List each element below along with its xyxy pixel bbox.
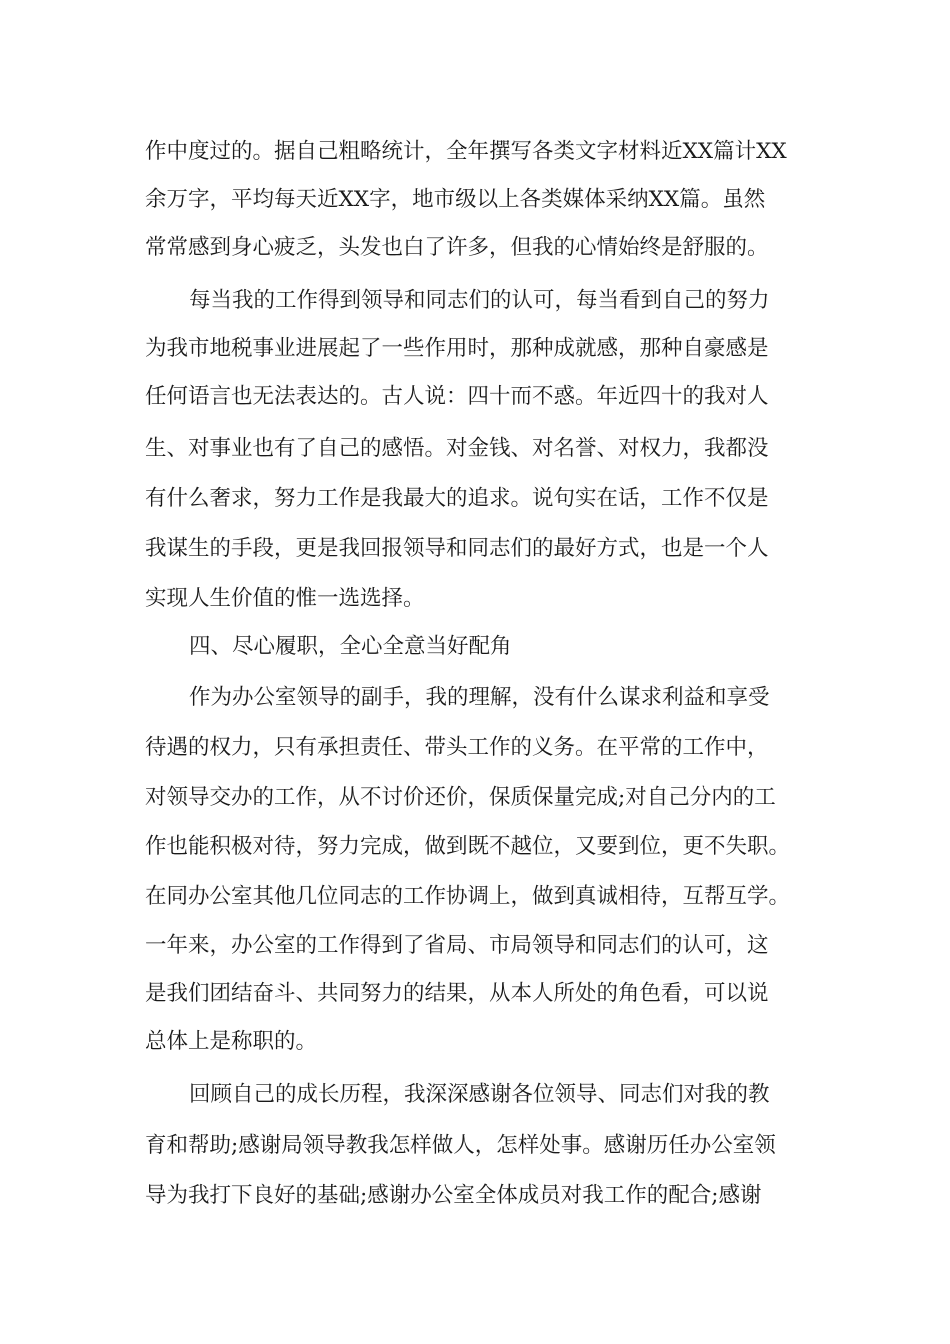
text-line: 为我市地税事业进展起了一些作用时，那种成就感，那种自豪感是 bbox=[145, 336, 769, 361]
text-line: 待遇的权力，只有承担责任、带头工作的义务。在平常的工作中， bbox=[145, 735, 769, 760]
text-line: 实现人生价值的惟一选选择。 bbox=[145, 586, 425, 611]
text-line: 导为我打下良好的基础;感谢办公室全体成员对我工作的配合;感谢 bbox=[145, 1183, 762, 1208]
text-line: 有什么奢求，努力工作是我最大的追求。说句实在话，工作不仅是 bbox=[145, 486, 769, 511]
paragraph-first-line: 作为办公室领导的副手，我的理解，没有什么谋求利益和享受 bbox=[189, 685, 770, 710]
text-line: 常常感到身心疲乏，头发也白了许多，但我的心情始终是舒服的。 bbox=[145, 235, 769, 260]
paragraph-first-line: 每当我的工作得到领导和同志们的认可，每当看到自己的努力 bbox=[189, 288, 770, 313]
text-line: 育和帮助;感谢局领导教我怎样做人，怎样处事。感谢历任办公室领 bbox=[145, 1133, 776, 1158]
text-line: 生、对事业也有了自己的感悟。对金钱、对名誉、对权力，我都没 bbox=[145, 436, 769, 461]
text-line: 任何语言也无法表达的。古人说：四十而不惑。年近四十的我对人 bbox=[145, 384, 769, 409]
text-line: 作中度过的。据自己粗略统计，全年撰写各类文字材料近XX篇计XX bbox=[145, 139, 787, 164]
text-line: 总体上是称职的。 bbox=[145, 1029, 318, 1054]
section-heading: 四、尽心履职，全心全意当好配角 bbox=[189, 634, 512, 659]
text-line: 对领导交办的工作，从不讨价还价，保质保量完成;对自己分内的工 bbox=[145, 785, 776, 810]
paragraph-first-line: 回顾自己的成长历程，我深深感谢各位领导、同志们对我的教 bbox=[189, 1082, 770, 1107]
text-line: 作也能积极对待，努力完成，做到既不越位，又要到位，更不失职。 bbox=[145, 834, 791, 859]
text-line: 余万字，平均每天近XX字，地市级以上各类媒体采纳XX篇。虽然 bbox=[145, 187, 766, 212]
text-line: 一年来，办公室的工作得到了省局、市局领导和同志们的认可，这 bbox=[145, 933, 769, 958]
text-line: 我谋生的手段，更是我回报领导和同志们的最好方式，也是一个人 bbox=[145, 536, 769, 561]
text-line: 是我们团结奋斗、共同努力的结果，从本人所处的角色看，可以说 bbox=[145, 981, 769, 1006]
text-line: 在同办公室其他几位同志的工作协调上，做到真诚相待，互帮互学。 bbox=[145, 884, 791, 909]
